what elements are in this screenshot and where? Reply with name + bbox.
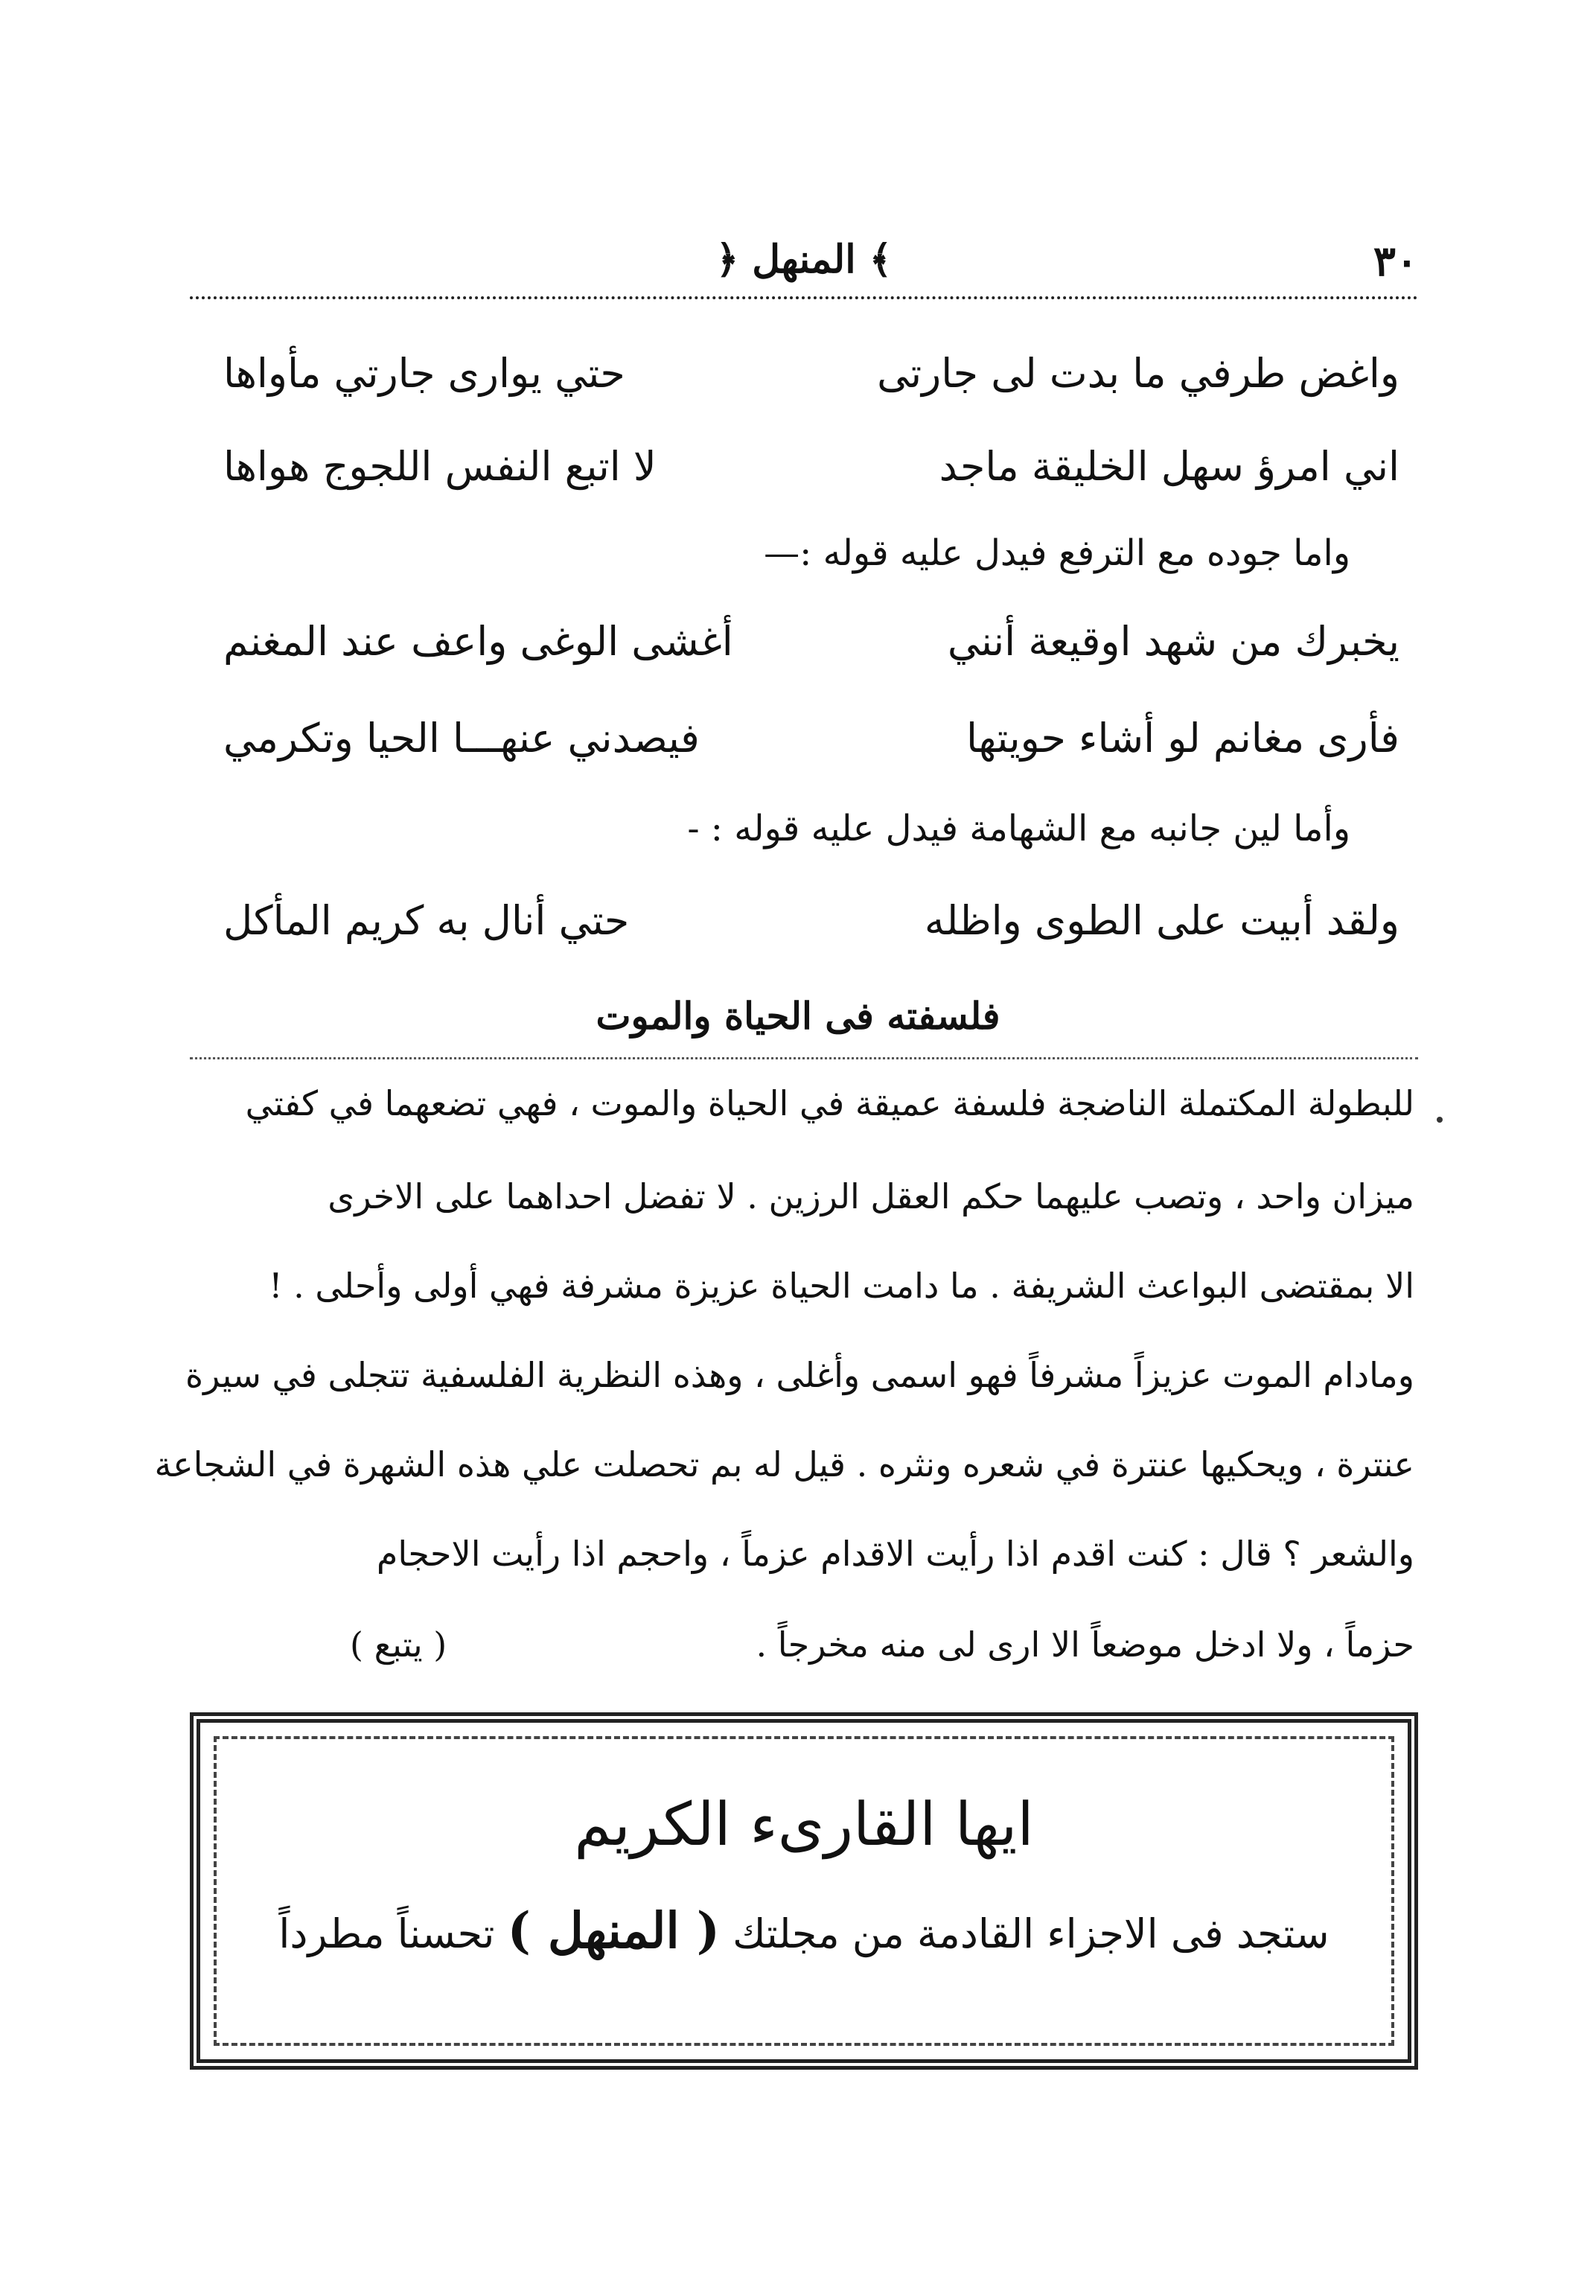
verse-first-hemistich: فأرى مغانم لو أشاء حويتها [965, 715, 1399, 762]
print-speck [1437, 1117, 1443, 1123]
verse-second-hemistich: لا اتبع النفس اللجوج هواها [223, 443, 657, 490]
verse-second-hemistich: فيصدني عنهـــا الحيا وتكرمي [223, 715, 700, 762]
running-title: ﴿ المنهل ﴾ [715, 237, 893, 282]
paragraph-line: الا بمقتضى البواعث الشريفة . ما دامت الحياة عزيزة مشرفة فهي أولى وأحلى . ! [269, 1266, 1414, 1306]
verse-first-hemistich: يخبرك من شهد اوقيعة أنني [947, 618, 1399, 665]
paragraph-line: ومادام الموت عزيزاً مشرفاً فهو اسمى وأغلى ، وهذه النظرية الفلسفية تتجلى في سيرة [185, 1355, 1414, 1395]
verse-first-hemistich: اني امرؤ سهل الخليقة ماجد [939, 443, 1399, 490]
page-number: ٣٠ [1373, 237, 1418, 286]
notice-text-end: تحسناً مطرداً [278, 1910, 495, 1957]
verse-second-hemistich: أغشى الوغى واعف عند المغنم [223, 618, 733, 665]
verse-line [223, 715, 1399, 762]
notice-title: ايها القارىء الكريم [574, 1790, 1034, 1859]
verse-first-hemistich: واغض طرفي ما بدت لى جارتى [877, 350, 1399, 397]
paragraph-line: ميزان واحد ، وتصب عليهما حكم العقل الرزين . لا تفضل احداهما على الاخرى [328, 1176, 1414, 1216]
verse-line [223, 618, 1399, 665]
verse-line [223, 350, 1399, 397]
paragraph-line: والشعر ؟ قال : كنت اقدم اذا رأيت الاقدام عزماً ، واحجم اذا رأيت الاحجام [376, 1534, 1414, 1574]
verse-second-hemistich: حتي يوارى جارتي مأواها [223, 350, 625, 397]
paragraph-line: للبطولة المكتملة الناضجة فلسفة عميقة في الحياة والموت ، فهي تضعهما في كفتي [245, 1083, 1414, 1123]
paragraph-line: حزماً ، ولا ادخل موضعاً الا ارى لى منه مخرجاً . [756, 1624, 1414, 1665]
intro-line: وأما لين جانبه مع الشهامة فيدل عليه قوله : - [687, 808, 1350, 849]
header-divider [190, 296, 1418, 299]
continued-marker: ( يتبع ) [350, 1624, 447, 1665]
magazine-name: ( المنهل ) [507, 1901, 720, 1959]
section-divider [190, 1057, 1418, 1059]
ornamental-border [214, 1736, 1394, 2046]
intro-line: واما جوده مع الترفع فيدل عليه قوله :— [764, 532, 1350, 574]
section-heading: فلسفته فى الحياة والموت [596, 994, 1000, 1038]
page-header [190, 237, 1418, 296]
notice-text-start: ستجد فى الاجزاء القادمة من مجلتك [732, 1910, 1330, 1957]
verse-first-hemistich: ولقد أبيت على الطوى واظله [924, 897, 1399, 944]
notice-text [200, 1901, 1408, 1959]
verse-line [223, 443, 1399, 490]
verse-second-hemistich: حتي أنال به كريم المأكل [223, 897, 630, 944]
paragraph-line: عنترة ، ويحكيها عنترة في شعره ونثره . قيل له بم تحصلت علي هذه الشهرة في الشجاعة [154, 1444, 1414, 1485]
verse-line [223, 897, 1399, 944]
reader-notice-box [190, 1712, 1418, 2070]
